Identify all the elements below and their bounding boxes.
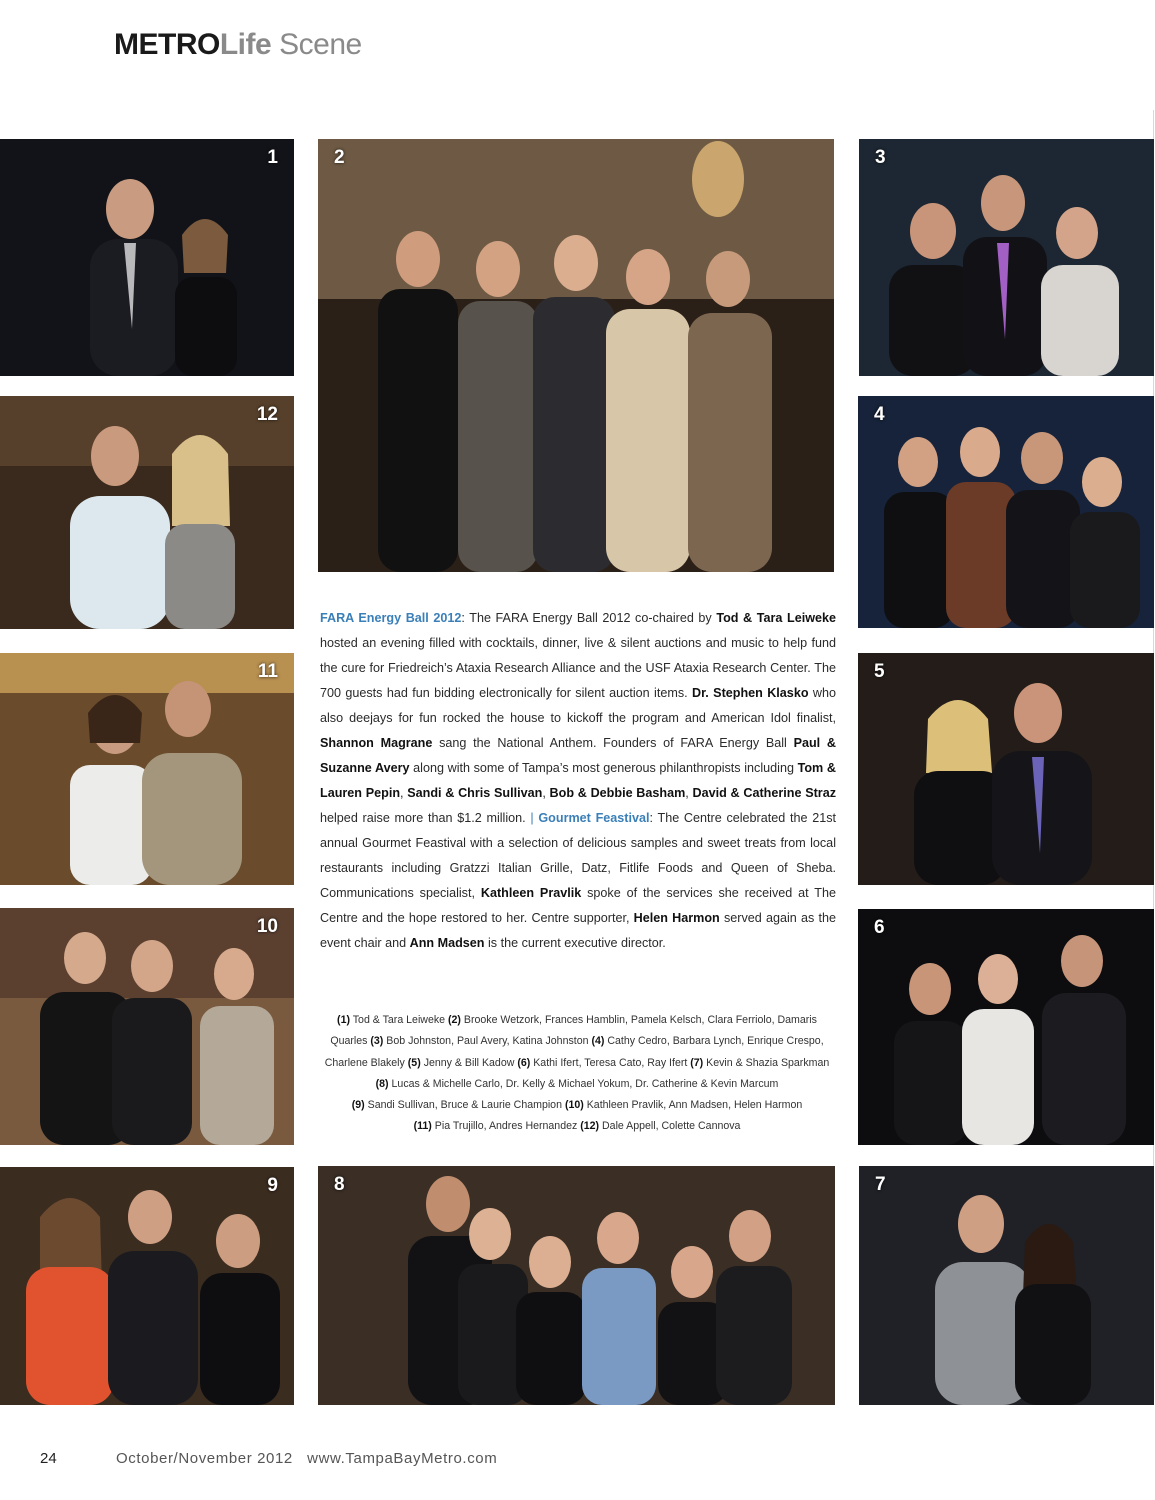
article-text-run: along with some of Tampa’s most generous philanthropists including — [409, 761, 798, 775]
photo-6 — [858, 909, 1154, 1145]
caption-number: (1) — [337, 1014, 350, 1026]
photo-number: 3 — [875, 147, 886, 168]
caption-names: Pia Trujillo, Andres Hernandez — [434, 1120, 581, 1133]
caption-number: (2) — [447, 1014, 461, 1026]
article-text-run: , — [400, 786, 408, 800]
article-text-run: is the current executive director. — [484, 936, 666, 950]
article-separator: | — [530, 811, 534, 825]
caption-names: Bob Johnston, Paul Avery, Katina Johnston — [386, 1035, 589, 1048]
photo-5 — [858, 653, 1154, 885]
issue-date: October/November 2012 — [116, 1450, 293, 1467]
photo-number: 2 — [334, 147, 345, 168]
article-name: Dr. Stephen Klasko — [692, 686, 809, 700]
photo-10 — [0, 908, 294, 1145]
photo-number: 9 — [267, 1175, 278, 1196]
caption-names: Brooke Wetzork, Frances Hamblin, Pamela Kelsch, Clara Ferriolo, Damaris Quarles — [330, 1014, 817, 1048]
article-name: Helen Harmon — [633, 911, 720, 925]
masthead-scene: Scene — [279, 28, 362, 61]
photo-4 — [858, 396, 1154, 628]
article-text-run: : The FARA Energy Ball 2012 co-chaired by — [461, 611, 717, 625]
photo-4-image — [858, 396, 1154, 628]
article-name: Bob & Debbie Basham — [549, 786, 686, 800]
caption-number: (6) — [517, 1056, 531, 1069]
caption-names: Kevin & Shazia Sparkman — [706, 1056, 830, 1069]
photo-6-image — [858, 909, 1154, 1145]
photo-number: 6 — [874, 917, 885, 938]
caption-number: (7) — [690, 1056, 704, 1069]
photo-11-image — [0, 653, 294, 885]
photo-5-image — [858, 653, 1154, 885]
caption-number: (4) — [591, 1035, 605, 1048]
article-name: Shannon Magrane — [320, 736, 433, 750]
photo-1-image — [0, 139, 294, 376]
photo-number: 8 — [334, 1174, 345, 1195]
article-name: Paul & Suzanne Avery — [320, 736, 836, 775]
photo-1 — [0, 139, 294, 376]
masthead — [114, 28, 362, 62]
photo-number: 4 — [874, 404, 885, 425]
caption-number: (12) — [580, 1120, 600, 1133]
article-name: Sandi & Chris Sullivan — [407, 786, 543, 800]
photo-3 — [859, 139, 1154, 376]
photo-12-image — [0, 396, 294, 629]
photo-number: 7 — [875, 1174, 886, 1195]
photo-number: 1 — [267, 147, 278, 168]
article-name: David & Catherine Straz — [692, 786, 836, 800]
article-text-run: spoke of the services she received at The Centre and the hope restored to her. Centre supporter, — [320, 886, 836, 925]
article-text-run: helped raise more than $1.2 million. — [320, 811, 531, 825]
article-text-run: hosted an evening filled with cocktails, dinner, live & silent auctions and music to help fund the cure for Friedreich’s Ataxia Research Alliance and the USF Ataxia Research Center. The 700 guests had fun bidding electronically for silent auction items. — [320, 636, 836, 700]
caption-names: Dale Appell, Colette Cannova — [602, 1120, 741, 1133]
caption-names: Lucas & Michelle Carlo, Dr. Kelly & Michael Yokum, Dr. Catherine & Kevin Marcum — [391, 1077, 779, 1090]
photo-8-image — [318, 1166, 835, 1405]
photo-2-image — [318, 139, 834, 572]
masthead-life: Life — [219, 28, 272, 61]
photo-captions — [322, 1010, 832, 1138]
article-name: Kathleen Pravlik — [480, 886, 582, 900]
article-text-run: : The Centre celebrated the 21st annual Gourmet Feastival with a selection of delicious samples and sweet treats from local restaurants including Gratzzi Italian Grille, Datz, Fitlife Foods and Queen of Sheba. Communications specialist, — [320, 811, 837, 900]
photo-number: 10 — [256, 916, 278, 937]
photo-7 — [859, 1166, 1154, 1405]
caption-names: Sandi Sullivan, Bruce & Laurie Champion — [367, 1099, 562, 1112]
article-text-run: , — [685, 786, 693, 800]
photo-9 — [0, 1167, 294, 1405]
caption-number: (8) — [375, 1077, 389, 1090]
photo-3-image — [859, 139, 1154, 376]
photo-10-image — [0, 908, 294, 1145]
caption-number: (5) — [407, 1056, 421, 1069]
masthead-metro: METRO — [114, 28, 220, 61]
caption-number: (10) — [564, 1099, 584, 1112]
caption-names: Jenny & Bill Kadow — [423, 1056, 515, 1069]
article-text — [320, 606, 836, 956]
photo-2 — [318, 139, 834, 572]
article-heading-gourmet: Gourmet Feastival — [538, 811, 650, 825]
photo-number: 5 — [874, 661, 885, 682]
caption-names: Kathleen Pravlik, Ann Madsen, Helen Harmon — [586, 1099, 803, 1112]
caption-number: (11) — [413, 1120, 432, 1133]
caption-number: (9) — [351, 1099, 365, 1112]
article-heading-fara: FARA Energy Ball 2012 — [320, 611, 462, 625]
photo-9-image — [0, 1167, 294, 1405]
article-name: Ann Madsen — [409, 936, 485, 950]
issue-line — [116, 1450, 497, 1467]
caption-number: (3) — [370, 1035, 384, 1048]
article-text-run: served again as the event chair and — [320, 911, 836, 950]
photo-12 — [0, 396, 294, 629]
article-text-run: , — [542, 786, 550, 800]
caption-names: Cathy Cedro, Barbara Lynch, Enrique Crespo, Charlene Blakely — [324, 1035, 824, 1069]
photo-number: 11 — [257, 661, 278, 682]
photo-7-image — [859, 1166, 1154, 1405]
article-name: Tom & Lauren Pepin — [320, 761, 836, 800]
page-number: 24 — [40, 1450, 57, 1467]
photo-11 — [0, 653, 294, 885]
article-text-run: who also deejays for fun rocked the house to kickoff the program and American Idol finalist, — [320, 686, 836, 725]
photo-number: 12 — [256, 404, 278, 425]
caption-names: Kathi Ifert, Teresa Cato, Ray Ifert — [533, 1056, 688, 1069]
article-text-run: sang the National Anthem. Founders of FARA Energy Ball — [432, 736, 794, 750]
article-name: Tod & Tara Leiweke — [716, 611, 837, 625]
caption-names: Tod & Tara Leiweke — [352, 1014, 446, 1026]
website-link[interactable]: www.TampaBayMetro.com — [307, 1450, 498, 1467]
photo-8 — [318, 1166, 835, 1405]
